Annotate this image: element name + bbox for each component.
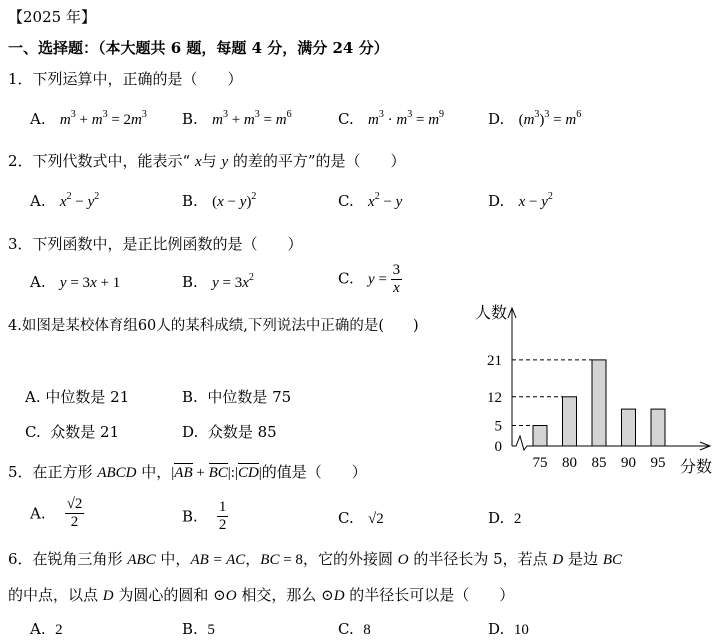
math: 3	[407, 109, 413, 120]
stem-text: ，	[245, 550, 261, 568]
math: x	[59, 194, 67, 210]
year-header: 【2025 年】	[8, 8, 96, 26]
bar	[533, 426, 547, 447]
math: + 1	[96, 275, 121, 291]
math: 3	[102, 109, 108, 120]
option-text: 众数是 21	[50, 423, 120, 441]
stem-text: 与	[201, 152, 222, 170]
math: =	[259, 112, 276, 128]
math: = 8	[279, 552, 303, 568]
option-text: 5	[207, 622, 215, 638]
math: ·	[383, 112, 397, 128]
math: m	[396, 112, 408, 128]
fraction	[217, 500, 229, 533]
y-tick-label: 12	[487, 389, 502, 406]
x-tick-label: 95	[650, 455, 666, 471]
math: y	[87, 194, 95, 210]
stem-text: 是边	[563, 550, 603, 568]
q4-option-b[interactable]	[182, 386, 291, 407]
math: 3	[544, 109, 550, 120]
numerator: √2	[66, 496, 83, 512]
q5-stem	[8, 461, 367, 482]
stem-text: 6．在锐角三角形	[8, 550, 128, 568]
math: AB = AC	[190, 552, 246, 568]
denominator: 2	[218, 517, 227, 533]
q3-option-b[interactable]	[182, 273, 254, 292]
q3-stem: 3．下列函数中，是正比例函数的是（ ）	[8, 235, 303, 253]
math: 2	[547, 191, 553, 202]
option-label: B.	[182, 110, 198, 128]
q3-option-a[interactable]	[30, 273, 120, 292]
q6-stem-line2	[8, 584, 514, 605]
y-tick-label: 0	[494, 439, 502, 455]
math: O	[225, 588, 237, 604]
x-axis-title: 分数	[680, 459, 713, 476]
stem-text: 相交，那么 ⊙	[236, 586, 334, 604]
option-text: 中位数是 75	[207, 388, 292, 406]
math: +	[75, 112, 92, 128]
fraction	[391, 263, 403, 296]
math: m	[368, 112, 379, 128]
stem-text: 5．在正方形	[8, 463, 98, 481]
math: =	[549, 112, 566, 128]
vector-bc: BC	[208, 465, 228, 481]
fraction	[65, 497, 85, 530]
math: −	[71, 194, 88, 210]
option-text: 8	[363, 622, 371, 638]
option-label: B.	[182, 192, 198, 210]
math: m	[131, 112, 142, 128]
math: x	[368, 194, 375, 210]
option-label: D.	[182, 423, 199, 441]
math: y	[541, 194, 548, 210]
math: D	[102, 588, 114, 604]
math: D	[333, 588, 345, 604]
stem-text: 的差的平方”的是（ ）	[228, 152, 406, 170]
option-label: A.	[30, 110, 46, 128]
q4-option-a[interactable]	[25, 386, 129, 407]
math: 9	[439, 109, 445, 120]
x-tick-label: 75	[532, 455, 548, 471]
math: =	[412, 112, 429, 128]
option-label: C.	[338, 192, 354, 210]
math: 2	[251, 191, 257, 202]
math: x	[518, 194, 526, 210]
math: )	[539, 112, 545, 128]
q1-option-a[interactable]	[30, 110, 147, 129]
q4-option-d[interactable]	[182, 421, 277, 442]
q6-option-d[interactable]	[488, 620, 529, 639]
q6-option-c[interactable]	[338, 620, 371, 639]
math: y	[212, 275, 219, 291]
x-tick-label: 80	[562, 455, 577, 471]
q2-option-d[interactable]	[488, 192, 553, 211]
math: x	[242, 275, 249, 291]
bar	[622, 409, 636, 446]
math: 3	[141, 109, 147, 120]
option-label: C.	[338, 110, 354, 128]
math: y	[368, 271, 375, 288]
option-label: D.	[488, 620, 505, 638]
denominator: 2	[70, 514, 79, 530]
q1-option-d[interactable]	[488, 110, 581, 129]
math: )	[246, 194, 252, 210]
q1-stem: 1．下列运算中，正确的是（ ）	[8, 70, 243, 88]
math: 3	[254, 109, 260, 120]
q4-stem: 4.如图是某校体育组60人的某科成绩,下列说法中正确的是( )	[8, 318, 419, 334]
stem-text: 的值是（ ）	[261, 463, 367, 481]
math: y	[239, 194, 247, 210]
math: 2	[374, 191, 380, 202]
math: 2	[94, 191, 100, 202]
x-tick-label: 85	[591, 455, 607, 471]
math: 6	[286, 109, 292, 120]
option-text: 中位数是 21	[45, 388, 130, 406]
math: (	[212, 194, 218, 210]
q6-option-a[interactable]	[30, 620, 63, 639]
math: = 3	[66, 275, 91, 291]
math: 6	[576, 109, 582, 120]
y-axis-title: 人数	[475, 305, 508, 322]
math: 3	[378, 109, 384, 120]
vector-cd: CD	[237, 465, 259, 481]
q5-option-a[interactable]	[30, 497, 84, 530]
option-text: 2	[513, 511, 522, 527]
math: D	[552, 552, 564, 568]
bar	[651, 409, 665, 446]
y-tick-label: 21	[487, 352, 502, 369]
stem-text: 中，	[136, 463, 172, 481]
math: x	[194, 154, 202, 170]
option-label: C.	[25, 423, 41, 441]
math: |:|	[227, 465, 238, 481]
option-label: B.	[182, 273, 198, 291]
q2-stem	[8, 150, 406, 171]
math: y	[395, 194, 403, 210]
math: 2	[248, 272, 254, 283]
option-label: D.	[488, 509, 505, 527]
q5-option-d[interactable]	[488, 509, 521, 528]
math: (	[518, 112, 524, 128]
math: m	[243, 112, 255, 128]
math: y	[221, 154, 229, 170]
stem-text: 为圆心的圆和 ⊙	[113, 586, 226, 604]
q1-option-c[interactable]	[338, 110, 444, 129]
math: −	[525, 194, 542, 210]
q2-option-c[interactable]	[338, 192, 402, 211]
math: m	[428, 112, 440, 128]
stem-text: 中，	[155, 550, 191, 568]
math: O	[397, 552, 409, 568]
math: +	[227, 112, 244, 128]
q5-option-b[interactable]	[182, 500, 228, 533]
option-label: D.	[488, 110, 505, 128]
math: m	[59, 112, 71, 128]
denominator: x	[393, 280, 400, 296]
math: BC	[602, 552, 622, 568]
math: m	[91, 112, 103, 128]
math: = 3	[218, 275, 243, 291]
numerator: 1	[218, 499, 227, 515]
math: x	[217, 194, 224, 210]
math: 3	[222, 109, 228, 120]
option-text: 众数是 85	[207, 423, 277, 441]
vector-ab: AB	[174, 465, 193, 481]
q1-option-b[interactable]	[182, 110, 292, 129]
q6-option-b[interactable]	[182, 620, 215, 639]
stem-text: 的半径长为 5，若点	[408, 550, 553, 568]
math: |	[171, 465, 175, 481]
option-label: A.	[30, 620, 46, 638]
math: BC	[260, 552, 280, 568]
math: m	[523, 112, 535, 128]
option-label: A.	[30, 504, 46, 523]
math: m	[565, 112, 577, 128]
option-label: C.	[338, 620, 354, 638]
numerator: 3	[392, 262, 401, 278]
option-label: D.	[488, 192, 505, 210]
q5-option-c[interactable]	[338, 509, 384, 528]
math: x	[90, 275, 97, 291]
math: y	[59, 275, 67, 291]
x-tick-label: 90	[621, 455, 636, 471]
math: 3	[534, 109, 540, 120]
math: +	[192, 465, 209, 481]
math: −	[223, 194, 240, 210]
q2-option-b[interactable]	[182, 192, 256, 211]
q6-stem-line1	[8, 548, 622, 569]
math: = 2	[107, 112, 132, 128]
q3-option-c[interactable]	[338, 263, 402, 296]
stem-text: 2．下列代数式中，能表示“	[8, 152, 195, 170]
y-tick-label: 5	[494, 418, 502, 435]
option-label: C.	[338, 509, 354, 527]
option-label: A.	[30, 273, 46, 291]
stem-text: ，它的外接圆	[302, 550, 398, 568]
option-label: A.	[30, 192, 46, 210]
math: ABCD	[97, 465, 137, 481]
math: −	[379, 194, 396, 210]
option-label: B.	[182, 507, 198, 526]
option-text: 2	[55, 622, 63, 638]
bar	[563, 397, 577, 446]
section-title: 一、选择题：（本大题共 6 题，每题 4 分，满分 24 分）	[8, 39, 389, 57]
option-text: 10	[513, 622, 529, 638]
math: ABC	[127, 552, 156, 568]
option-text: √2	[368, 511, 384, 527]
math: m	[275, 112, 287, 128]
bar	[592, 360, 606, 446]
stem-text: 的半径长可以是（ ）	[344, 586, 515, 604]
stem-text: 的中点，以点	[8, 586, 103, 604]
math: |	[258, 465, 262, 481]
math: 2	[66, 191, 72, 202]
math: m	[212, 112, 223, 128]
option-label: A.	[25, 388, 41, 406]
score-bar-chart	[440, 298, 715, 483]
math: 3	[70, 109, 76, 120]
chart-layer	[475, 304, 712, 476]
math: =	[374, 271, 391, 288]
option-label: C.	[338, 269, 354, 288]
q2-option-a[interactable]	[30, 192, 99, 211]
option-label: B.	[182, 620, 198, 638]
q4-option-c[interactable]	[25, 421, 119, 442]
option-label: B.	[182, 388, 198, 406]
